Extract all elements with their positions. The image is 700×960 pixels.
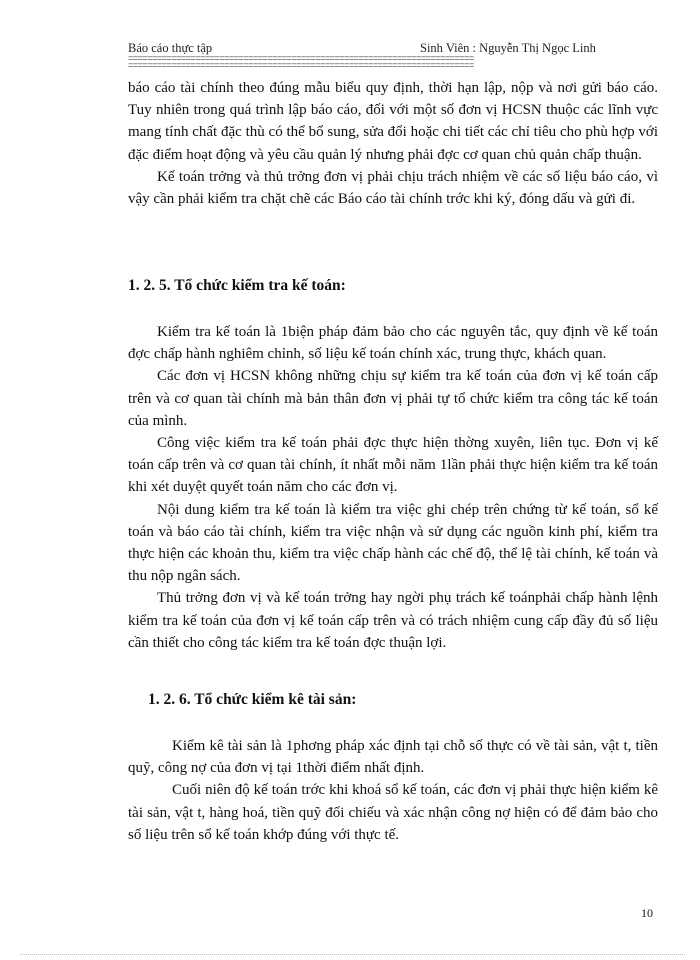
- block-report-end: [128, 77, 658, 210]
- paragraph: Thủ trởng đơn vị và kế toán trởng hay ngời phụ trách kế toánphải chấp hành lệnh kiểm tra kế toán của đơn vị kế toán cấp trên và có trách nhiệm cung cấp đầy đủ số liệu cần thiết cho công tác kiểm tra kế toán đợc thuận lợi.: [128, 590, 658, 651]
- block-asset-inventory: [128, 735, 658, 846]
- paragraph: Kế toán trởng và thủ trởng đơn vị phải chịu trách nhiệm về các số liệu báo cáo, vì vậy cần phải kiểm tra chặt chẽ các Báo cáo tài chính trớc khi ký, đóng dấu và gửi đi.: [128, 168, 658, 208]
- heading-accounting-inspection: 1. 2. 5. Tổ chức kiểm tra kế toán:: [128, 277, 346, 294]
- block-accounting-inspection: [128, 321, 658, 654]
- header-report-title: Báo cáo thực tập: [128, 41, 213, 55]
- header-student-name: Sinh Viên : Nguyễn Thị Ngọc Linh: [420, 41, 596, 55]
- paragraph: Các đơn vị HCSN không những chịu sự kiểm tra kế toán của đơn vị kế toán cấp trên và cơ quan tài chính mà bản thân đơn vị phải tự tổ chức kiểm tra công tác kế toán của mình.: [128, 368, 658, 429]
- header-rule: ======================================================================== ========================================================================: [128, 56, 474, 70]
- heading-asset-inventory: 1. 2. 6. Tổ chức kiểm kê tài sản:: [148, 691, 357, 708]
- paragraph: Kiểm tra kế toán là 1biện pháp đảm bảo cho các nguyên tắc, quy định về kế toán đợc chấp hành nghiêm chỉnh, số liệu kế toán chính xác, trung thực, khách quan.: [128, 324, 658, 363]
- paragraph: Kiểm kê tài sản là 1phơng pháp xác định tại chỗ số thực có về tài sản, vật t, tiền quỹ, công nợ của đơn vị tại 1thời điểm nhất định.: [128, 738, 658, 777]
- paragraph: báo cáo tài chính theo đúng mẫu biểu quy định, thời hạn lập, nộp và nơi gửi báo cáo. Tuy nhiên trong quá trình lập báo cáo, đối với một số đơn vị HCSN thuộc các lĩnh vực mang tính chất đặc thù có thể bổ sung, sửa đổi hoặc chi tiết các chỉ tiêu cho phù hợp với đặc điểm hoạt động và yêu cầu quản lý nhưng phải đợc cơ quan chủ quản chấp thuận.: [128, 80, 658, 163]
- page-number: 10: [641, 906, 653, 920]
- paragraph: Cuối niên độ kế toán trớc khi khoá sổ kế toán, các đơn vị phải thực hiện kiểm kê tài sản, vật t, hàng hoá, tiền quỹ đối chiếu và xác nhận công nợ hiện có để đảm bảo cho số liệu trên sổ kế toán khớp đúng với thực tế.: [128, 782, 658, 843]
- paragraph: Công việc kiểm tra kế toán phải đợc thực hiện thờng xuyên, liên tục. Đơn vị kế toán cấp trên và cơ quan tài chính, ít nhất mỗi năm 1lần phải thực hiện kiểm tra kế toán khi xét duyệt quyết toán năm cho các đơn vị.: [128, 435, 658, 496]
- page-bottom-border: [20, 954, 685, 955]
- paragraph: Nội dung kiểm tra kế toán là kiểm tra việc ghi chép trên chứng từ kế toán, sổ kế toán và báo cáo tài chính, kiểm tra việc nhận và sử dụng các nguồn kinh phí, kiểm tra thực hiện các khoản thu, kiểm tra việc chấp hành các chế độ, thể lệ tài chính, kế toán và thu nộp ngân sách.: [128, 501, 658, 585]
